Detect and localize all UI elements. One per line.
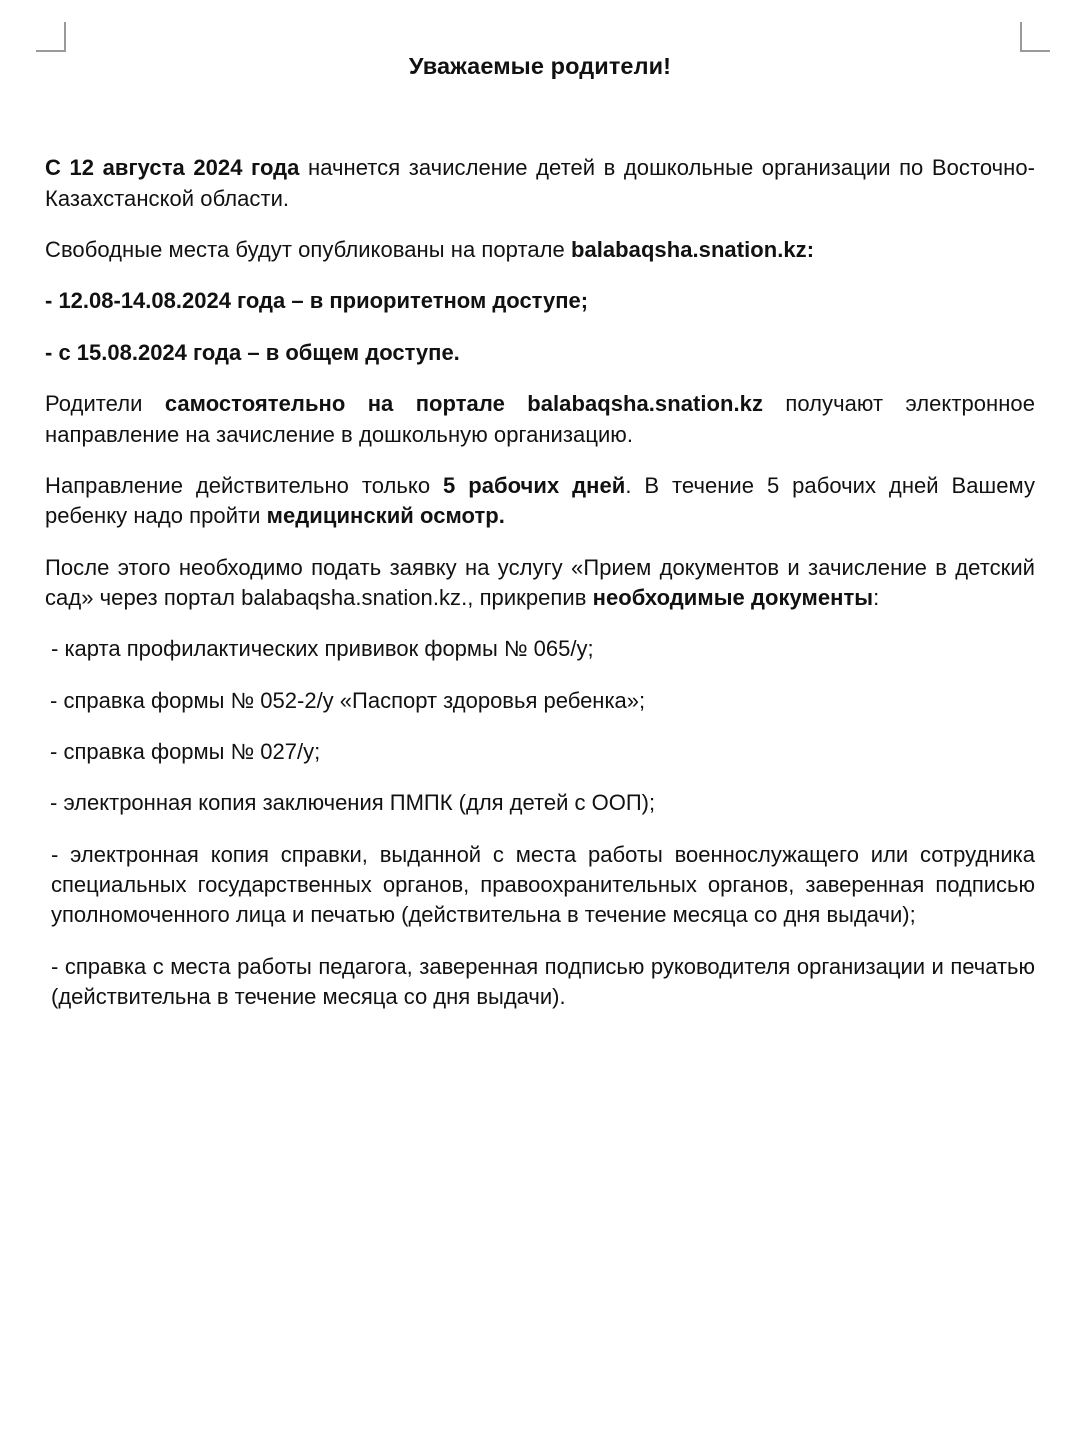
paragraph-referral-validity [45,471,1035,532]
list-item: - электронная копия справки, выданной с места работы военнослужащего или сотрудника специальных государственных органов, правоохранительных органов, заверенная подписью уполномоченного лица и печатью (действительна в течение месяца со дня выдачи); [51,841,1035,928]
paragraph-enrollment-start [45,153,1035,214]
validity-mid-text: . В течение 5 рабочих дней Вашему ребенку надо пройти [45,472,1035,529]
list-item: - электронная копия заключения ПМПК (для детей с ООП); [50,790,656,816]
document-title: Уважаемые родители! [408,53,672,79]
validity-days: 5 рабочих дней [443,472,626,498]
validity-lead-text: Направление действительно только [45,472,444,498]
document-page [45,0,1035,1034]
medical-examination: медицинский осмотр. [266,503,505,529]
list-item: - карта профилактических прививок формы № 065/у; [51,636,594,662]
paragraph-free-places [45,235,1035,265]
paragraph-application-service [45,553,1035,614]
access-window-general: - с 15.08.2024 года – в общем доступе. [45,339,460,365]
required-documents-label: необходимые документы [592,584,874,610]
parents-lead-text: Родители [45,391,165,417]
application-tail-text: : [873,584,880,610]
list-item: - справка формы № 027/у; [50,739,321,765]
free-places-text: Свободные места будут опубликованы на портале [45,237,571,263]
document-body [45,153,1035,1012]
access-window-priority: - 12.08-14.08.2024 года – в приоритетном доступе; [45,288,589,314]
enrollment-start-text: начнется зачисление детей в дошкольные организации по Восточно-Казахстанской области. [45,155,1035,211]
portal-url-2: самостоятельно на портале balabaqsha.snation.kz [164,391,764,417]
list-item: - справка с места работы педагога, заверенная подписью руководителя организации и печатью (действительна в течение месяца со дня выдачи). [51,953,1035,1010]
portal-url-1: balabaqsha.snation.kz: [570,237,815,263]
parents-rest-text: получают электронное направление на зачисление в дошкольную организацию. [45,391,1036,447]
list-item: - справка формы № 052-2/у «Паспорт здоровья ребенка»; [50,687,646,713]
paragraph-parents-referral [45,389,1035,450]
application-lead-text: После этого необходимо подать заявку на услугу «Прием документов и зачисление в детский сад» через портал balabaqsha.snation.kz., прикрепив [45,554,1035,610]
enrollment-start-date: С 12 августа 2024 года [45,155,300,181]
